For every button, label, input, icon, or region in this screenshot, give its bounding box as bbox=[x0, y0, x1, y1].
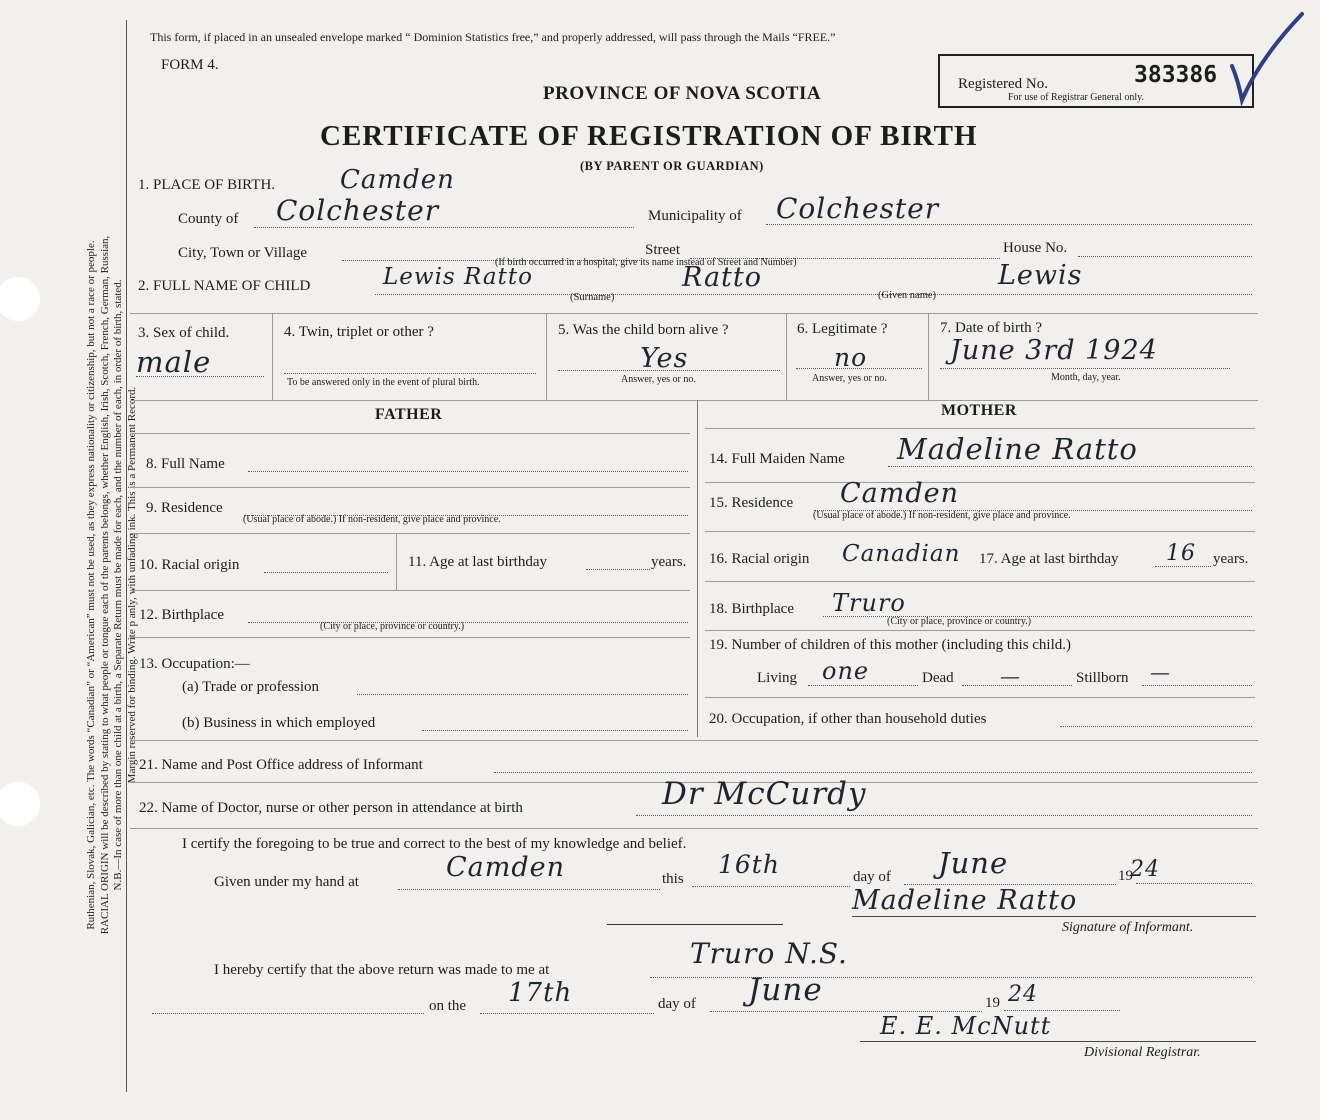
child-name-label: 2. FULL NAME OF CHILD bbox=[138, 278, 311, 294]
given-this-label: this bbox=[662, 871, 684, 887]
county-label: County of bbox=[178, 211, 239, 227]
registered-label: Registered No. bbox=[958, 76, 1048, 92]
certify-statement: I certify the foregoing to be true and correct to the best of my knowledge and belief. bbox=[182, 836, 687, 852]
twin-label: 4. Twin, triplet or other ? bbox=[284, 324, 434, 340]
alive-note: Answer, yes or no. bbox=[621, 374, 696, 385]
municipality-label: Municipality of bbox=[648, 208, 742, 224]
given-year-prefix: 19 bbox=[1118, 868, 1133, 884]
dead-label: Dead bbox=[922, 670, 954, 686]
registered-box bbox=[938, 54, 1254, 108]
father-residence-note: (Usual place of abode.) If non-resident, give place and province. bbox=[243, 514, 501, 525]
given-dayof-label: day of bbox=[853, 869, 891, 885]
legitimate-label: 6. Legitimate ? bbox=[797, 321, 888, 337]
province-heading: PROVINCE OF NOVA SCOTIA bbox=[543, 83, 822, 104]
father-birthplace-label: 12. Birthplace bbox=[139, 607, 224, 623]
date-of-birth-note: Month, day, year. bbox=[1051, 372, 1121, 383]
registrar-day-value: 17th bbox=[508, 978, 573, 1008]
sex-label: 3. Sex of child. bbox=[138, 325, 230, 341]
alive-value: Yes bbox=[640, 343, 689, 374]
stillborn-value: — bbox=[1150, 660, 1171, 684]
registrar-on-label: on the bbox=[429, 998, 467, 1014]
certificate-subtitle: (BY PARENT OR GUARDIAN) bbox=[580, 159, 764, 173]
margin-note-line: Margin reserved for binding. Write p anly, with unfading ink. This is a Permanent Record. bbox=[125, 386, 138, 784]
mother-age-label: 17. Age at last birthday bbox=[979, 551, 1119, 567]
registrar-year-prefix: 19 bbox=[985, 995, 1000, 1011]
legitimate-note: Answer, yes or no. bbox=[812, 373, 887, 384]
father-age-unit: years. bbox=[651, 554, 687, 570]
father-heading: FATHER bbox=[375, 406, 443, 423]
child-given-name-value: Lewis bbox=[998, 260, 1083, 291]
form-number: FORM 4. bbox=[161, 57, 219, 73]
father-birthplace-note: (City or place, province or country.) bbox=[320, 621, 465, 632]
margin-note-line: Ruthenian, Slovak, Galician, etc. The words “Canadian” or “American” must not be used, as they express nationality or citizenship, but not a race or people. bbox=[85, 240, 97, 930]
sex-value: male bbox=[136, 345, 212, 379]
registrar-dayof-label: day of bbox=[658, 996, 696, 1012]
surname-caption: (Surname) bbox=[570, 292, 615, 303]
mother-racial-label: 16. Racial origin bbox=[709, 551, 810, 567]
father-name-label: 8. Full Name bbox=[146, 456, 225, 472]
hospital-note: (If birth occurred in a hospital, give its name instead of Street and Number) bbox=[495, 257, 797, 268]
father-age-label: 11. Age at last birthday bbox=[408, 554, 547, 570]
given-label: Given under my hand at bbox=[214, 874, 359, 890]
informant-signature-caption: Signature of Informant. bbox=[1062, 920, 1194, 935]
mother-birthplace-note: (City or place, province or country.) bbox=[887, 616, 1032, 627]
mother-age-unit: years. bbox=[1213, 551, 1249, 567]
given-month-value: June bbox=[938, 846, 1009, 880]
doctor-value: Dr McCurdy bbox=[662, 776, 867, 812]
date-of-birth-label: 7. Date of birth ? bbox=[940, 320, 1043, 336]
given-name-caption: (Given name) bbox=[878, 290, 937, 301]
child-surname-value: Ratto bbox=[682, 262, 763, 293]
given-year-value: 24 bbox=[1130, 857, 1160, 882]
registrar-signature: E. E. McNutt bbox=[880, 1012, 1052, 1040]
municipality-value: Colchester bbox=[776, 192, 940, 225]
given-place-value: Camden bbox=[446, 852, 566, 883]
mother-residence-value: Camden bbox=[840, 478, 960, 509]
registered-number: 383386 bbox=[1134, 62, 1218, 88]
legitimate-value: no bbox=[834, 343, 868, 372]
city-label: City, Town or Village bbox=[178, 245, 308, 261]
mother-heading: MOTHER bbox=[941, 402, 1017, 419]
mother-birthplace-label: 18. Birthplace bbox=[709, 601, 794, 617]
mother-birthplace-value: Truro bbox=[832, 589, 906, 617]
margin-note-line: N.B.—In case of more than one child at a birth, a Separate Return must be made for each, and the number of each, in order of birth, stated. bbox=[112, 279, 124, 891]
dead-value: — bbox=[1000, 664, 1021, 688]
registrar-caption: Divisional Registrar. bbox=[1084, 1045, 1201, 1060]
father-residence-label: 9. Residence bbox=[146, 500, 223, 516]
informant-label: 21. Name and Post Office address of Informant bbox=[139, 757, 423, 773]
living-label: Living bbox=[757, 670, 797, 686]
place-of-birth-label: 1. PLACE OF BIRTH. bbox=[138, 177, 276, 193]
twin-note: To be answered only in the event of plural birth. bbox=[287, 377, 480, 388]
street-label: Street bbox=[645, 242, 680, 258]
registrar-month-value: June bbox=[748, 972, 823, 1008]
father-occupation-label: 13. Occupation:— bbox=[139, 656, 250, 672]
stillborn-label: Stillborn bbox=[1076, 670, 1129, 686]
margin-notes bbox=[85, 50, 165, 1120]
punch-hole-top bbox=[0, 277, 40, 321]
house-label: House No. bbox=[1003, 240, 1068, 256]
margin-note-line: RACIAL ORIGIN will be described by stating to what people or tongue each of the parents belongs, whether English, Irish, Scotch, French, German, Russian, bbox=[98, 235, 111, 935]
father-trade-label: (a) Trade or profession bbox=[182, 679, 320, 695]
mother-residence-note: (Usual place of abode.) If non-resident, give place and province. bbox=[813, 510, 1071, 521]
child-full-name-value: Lewis Ratto bbox=[383, 264, 533, 290]
father-racial-label: 10. Racial origin bbox=[139, 557, 240, 573]
certificate-title: CERTIFICATE OF REGISTRATION OF BIRTH bbox=[320, 120, 978, 152]
alive-label: 5. Was the child born alive ? bbox=[558, 322, 729, 338]
mother-name-label: 14. Full Maiden Name bbox=[709, 451, 845, 467]
registrar-note: For use of Registrar General only. bbox=[1008, 92, 1144, 103]
county-value: Colchester bbox=[276, 194, 440, 227]
living-value: one bbox=[822, 657, 870, 685]
children-count-label: 19. Number of children of this mother (including this child.) bbox=[709, 637, 1072, 653]
given-day-value: 16th bbox=[718, 850, 780, 879]
mail-notice: This form, if placed in an unsealed envelope marked “ Dominion Statistics free,” and properly addressed, will pass through the Mails “FREE.” bbox=[150, 30, 836, 44]
place-of-birth-value: Camden bbox=[340, 165, 455, 195]
mother-name-value: Madeline Ratto bbox=[897, 432, 1138, 466]
registrar-statement: I hereby certify that the above return was made to me at bbox=[214, 962, 550, 978]
registrar-place-value: Truro N.S. bbox=[690, 937, 848, 970]
date-of-birth-value: June 3rd 1924 bbox=[950, 335, 1158, 366]
mother-residence-label: 15. Residence bbox=[709, 495, 794, 511]
check-mark-icon bbox=[1220, 8, 1310, 108]
registrar-year-value: 24 bbox=[1008, 982, 1038, 1007]
doctor-label: 22. Name of Doctor, nurse or other person in attendance at birth bbox=[139, 800, 523, 816]
mother-racial-value: Canadian bbox=[842, 541, 961, 567]
mother-occupation-label: 20. Occupation, if other than household duties bbox=[709, 711, 987, 727]
father-business-label: (b) Business in which employed bbox=[182, 715, 376, 731]
mother-age-value: 16 bbox=[1166, 541, 1196, 566]
punch-hole-bottom bbox=[0, 782, 40, 826]
informant-signature: Madeline Ratto bbox=[852, 885, 1078, 916]
